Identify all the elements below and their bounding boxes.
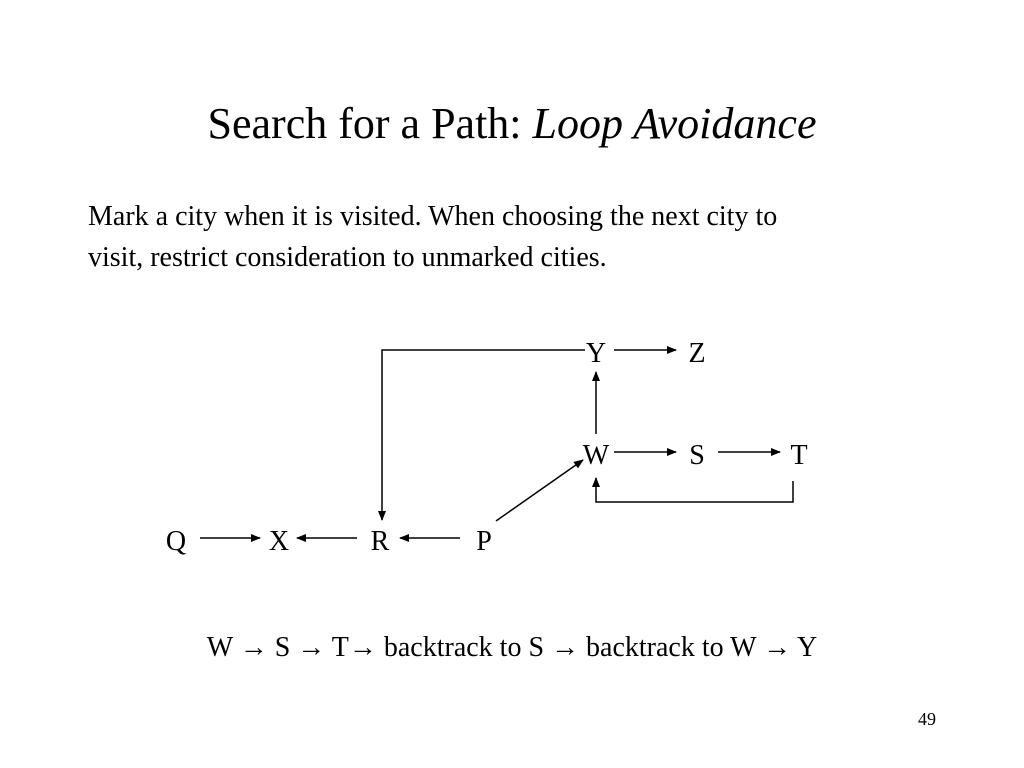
page-number: 49 xyxy=(918,709,936,729)
node-s: S xyxy=(689,440,705,471)
node-x: X xyxy=(268,526,290,557)
node-p: P xyxy=(476,526,492,557)
node-w: W xyxy=(582,440,610,471)
body-line-1: Mark a city when it is visited. When choosing the next city to xyxy=(88,201,778,232)
edge-t-w xyxy=(596,478,793,502)
title-main: Search for a Path: xyxy=(207,99,533,148)
body-line-2: visit, restrict consideration to unmarked cities. xyxy=(88,242,607,273)
edge-p-w xyxy=(496,460,583,521)
title-emphasis: Loop Avoidance xyxy=(532,99,817,148)
node-y: Y xyxy=(585,338,607,369)
node-z: Z xyxy=(688,338,706,369)
node-r: R xyxy=(370,526,390,557)
node-q: Q xyxy=(165,526,187,557)
edge-y-r xyxy=(382,350,585,520)
search-sequence: W → S → T→ backtrack to S → backtrack to W → Y xyxy=(206,632,818,663)
node-t: T xyxy=(790,440,808,471)
